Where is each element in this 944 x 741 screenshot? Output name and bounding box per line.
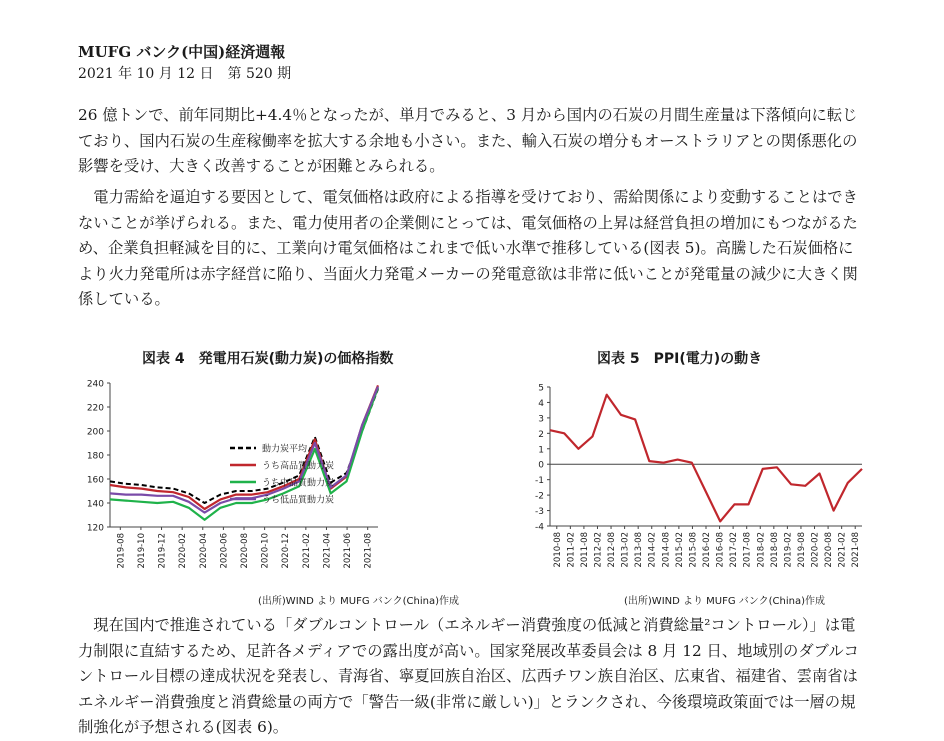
paragraph-3-text: 現在国内で推進されている「ダブルコントロール（エネルギー消費強度の低減と消費総量²コントロール）」は電力制限に直結するため、足許各メディアでの露出度が高い。国家発展改革委員会は 8 月 12 日、地域別のダブルコントロール目標の達成状況を発表し、青海省、寧夏回族自治区、広西チワン族自治区、広東省、福建省、雲南省はエネルギー消費強度と消費総量の両方で「警告一級(非常に厳しい)」とランクされ、今後環境政策面では一層の規制強化が予想される(図表 6)。: [78, 616, 859, 736]
paragraph-1: [78, 103, 868, 180]
chart-coal-price-index: [70, 372, 400, 587]
report-date: 2021 年 10 月 12 日 第 520 期: [78, 66, 292, 82]
x-tick-label: 2020-08: [824, 532, 835, 568]
legend-label: うち低品質動力炭: [262, 495, 335, 506]
x-tick-label: 2012-08: [607, 532, 618, 568]
y-tick-label: 4: [538, 398, 544, 409]
y-tick-label: 200: [86, 427, 104, 438]
y-tick-label: -3: [535, 507, 544, 518]
x-tick-label: 2011-02: [566, 532, 577, 568]
x-tick-label: 2021-08: [363, 533, 374, 569]
x-tick-label: 2016-08: [715, 532, 726, 568]
x-tick-label: 2014-08: [661, 532, 672, 568]
y-tick-label: -4: [535, 522, 544, 533]
x-tick-label: 2021-02: [301, 533, 312, 569]
y-tick-label: 120: [86, 523, 104, 534]
y-tick-label: 240: [86, 379, 104, 390]
x-tick-label: 2014-02: [647, 532, 658, 568]
y-tick-label: 2: [538, 429, 544, 440]
paragraph-1-text: 26 億トンで、前年同期比+4.4％となったが、単月でみると、3 月から国内の石炭の月間生産量は下落傾向に転じており、国内石炭の生産稼働率を拡大する余地も小さい。また、輸入石炭の増分もオーストラリアとの関係悪化の影響を受け、大きく改善することが困難とみられる。: [78, 106, 858, 175]
x-tick-label: 2019-12: [157, 533, 168, 569]
x-tick-label: 2020-06: [219, 533, 230, 569]
y-tick-label: 5: [538, 383, 544, 394]
paragraph-3: [78, 613, 868, 741]
x-tick-label: 2020-04: [198, 533, 209, 569]
figure-5-source: (出所)WIND より MUFG バンク(China)作成: [624, 596, 825, 607]
series-line: [550, 395, 862, 522]
x-tick-label: 2021-02: [837, 532, 848, 568]
x-tick-label: 2020-02: [178, 533, 189, 569]
x-tick-label: 2017-08: [742, 532, 753, 568]
x-tick-label: 2021-08: [851, 532, 862, 568]
x-tick-label: 2019-10: [136, 533, 147, 569]
x-tick-label: 2020-08: [240, 533, 250, 569]
x-tick-label: 2010-08: [552, 532, 563, 568]
y-tick-label: 3: [538, 414, 544, 425]
x-tick-label: 2012-02: [593, 532, 604, 568]
x-tick-label: 2021-04: [322, 533, 333, 569]
legend-label: うち中品質動力炭: [262, 478, 335, 489]
x-tick-label: 2020-10: [260, 533, 271, 569]
series-line: [110, 389, 378, 503]
y-tick-label: 160: [86, 475, 104, 486]
x-tick-label: 2015-02: [674, 532, 685, 568]
y-tick-label: 220: [86, 403, 104, 414]
x-tick-label: 2013-02: [620, 532, 631, 568]
y-tick-label: 0: [538, 460, 544, 471]
chart-ppi-electricity: [530, 372, 875, 587]
x-tick-label: 2015-08: [688, 532, 699, 568]
figure-5-title: 図表 5 PPI(電力)の動き: [597, 351, 763, 367]
legend-label: 動力炭平均: [262, 444, 308, 455]
x-tick-label: 2021-06: [343, 533, 354, 569]
x-tick-label: 2016-02: [702, 532, 712, 568]
paragraph-2: [78, 185, 868, 313]
x-tick-label: 2011-08: [579, 532, 590, 568]
x-tick-label: 2018-02: [756, 532, 767, 568]
x-tick-label: 2017-02: [729, 532, 740, 568]
x-tick-label: 2019-02: [783, 532, 794, 568]
y-tick-label: -2: [535, 491, 544, 502]
x-tick-label: 2019-08: [116, 533, 127, 569]
y-tick-label: 1: [538, 445, 544, 456]
legend-label: うち高品質動力炭: [262, 461, 335, 472]
paragraph-2-text: 電力需給を逼迫する要因として、電気価格は政府による指導を受けており、需給関係により変動することはできないことが挙げられる。また、電力使用者の企業側にとっては、電気価格の上昇は経営負担の増加にもつながるため、企業負担軽減を目的に、工業向け電気価格はこれまで低い水準で推移している(図表 5)。高騰した石炭価格により火力発電所は赤字経営に陥り、当面火力発電メーカーの発電意欲は非常に低いことが発電量の減少に大きく関係している。: [78, 188, 858, 308]
x-tick-label: 2018-08: [769, 532, 780, 568]
x-tick-label: 2020-02: [810, 532, 821, 568]
y-tick-label: 140: [86, 499, 104, 510]
x-tick-label: 2019-08: [796, 532, 807, 568]
report-title: MUFG バンク(中国)経済週報: [78, 43, 286, 61]
figure-4-title: 図表 4 発電用石炭(動力炭)の価格指数: [142, 351, 394, 367]
y-tick-label: 180: [86, 451, 104, 462]
y-tick-label: -1: [535, 476, 544, 487]
x-tick-label: 2020-12: [281, 533, 292, 569]
figure-4-source: (出所)WIND より MUFG バンク(China)作成: [258, 596, 459, 607]
x-tick-label: 2013-08: [634, 532, 645, 568]
